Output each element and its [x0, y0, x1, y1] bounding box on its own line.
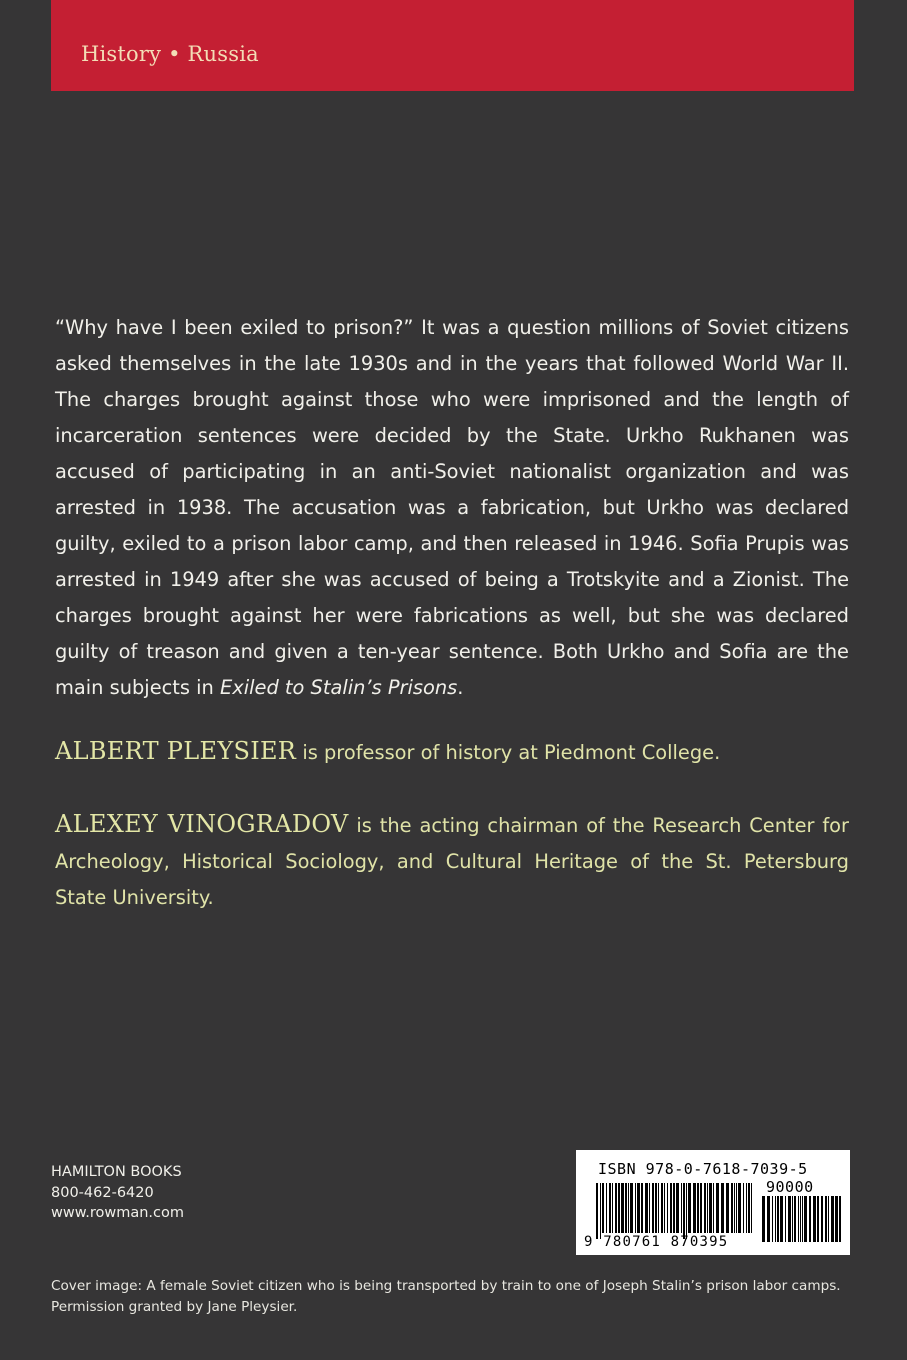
barcode-bar	[788, 1196, 791, 1242]
barcode-main-bars	[596, 1183, 754, 1239]
barcode-bar	[609, 1183, 611, 1233]
barcode-bar	[645, 1183, 648, 1233]
barcode-bar	[748, 1183, 750, 1233]
barcode-bar	[821, 1196, 823, 1242]
barcode-bar	[767, 1196, 770, 1242]
isbn-barcode	[576, 1150, 850, 1255]
book-description	[55, 310, 849, 706]
author-bio-text: is professor of history at Piedmont College.	[296, 741, 721, 764]
barcode-bar	[809, 1196, 811, 1242]
barcode-bar	[602, 1183, 604, 1233]
barcode-bar	[683, 1183, 685, 1239]
barcode-bar	[726, 1183, 729, 1233]
barcode-bar	[794, 1196, 796, 1242]
barcode-bar	[667, 1183, 668, 1233]
barcode-bar	[751, 1183, 752, 1233]
barcode-bar	[641, 1183, 643, 1233]
barcode-bar	[673, 1183, 675, 1233]
barcode-bar	[736, 1183, 737, 1233]
barcode-bar	[743, 1183, 744, 1233]
barcode-bar	[713, 1183, 714, 1233]
barcode-bar	[813, 1196, 816, 1242]
barcode-bar	[738, 1183, 741, 1233]
barcode-bar	[762, 1196, 765, 1242]
barcode-bar	[655, 1183, 657, 1233]
barcode-bar	[652, 1183, 654, 1233]
barcode-bar	[630, 1183, 633, 1233]
barcode-bar	[625, 1183, 627, 1233]
barcode-bar	[785, 1196, 786, 1242]
barcode-bar	[664, 1183, 665, 1233]
barcode-bar	[612, 1183, 613, 1233]
isbn-label: ISBN 978-0-7618-7039-5	[598, 1160, 808, 1178]
barcode-bar	[681, 1183, 682, 1233]
barcode-bar	[798, 1196, 799, 1242]
description-text: “Why have I been exiled to prison?” It was a question millions of Soviet citizens asked themselves in the late 1930s and in the years that followed World War II. The charges brought against those who were imprisoned and the length of incarceration sentences were decided by the State. Urkho Rukhanen was accused of participating in an anti-Soviet nationalist organization and was arrested in 1938. The accusation was a fabrication, but Urkho was declared guilty, exiled to a prison labor camp, and then released in 1946. Sofia Prupis was arrested in 1949 after she was accused of being a Trotskyite and a Zionist. The charges brought against her were fabrications as well, but she was declared guilty of treason and given a ten-year sentence. Both Urkho and Sofia are the main subjects in	[55, 316, 849, 699]
barcode-bar	[618, 1183, 620, 1233]
barcode-bar	[606, 1183, 607, 1233]
barcode-bar	[831, 1196, 834, 1242]
barcode-bar	[802, 1196, 803, 1242]
permission-line: Permission granted by Jane Pleysier.	[51, 1298, 298, 1315]
barcode-bar	[772, 1196, 773, 1242]
barcode-bar	[693, 1183, 696, 1233]
barcode-bar	[658, 1183, 659, 1233]
barcode-bar	[804, 1196, 807, 1242]
barcode-addon-bars	[762, 1196, 842, 1248]
barcode-digits: 9 780761 870395	[584, 1234, 729, 1250]
description-end: .	[457, 676, 464, 699]
publisher-website[interactable]: www.rowman.com	[51, 1205, 185, 1221]
barcode-bar	[839, 1196, 841, 1242]
barcode-bar	[709, 1183, 712, 1233]
publisher-phone: 800-462-6420	[51, 1184, 154, 1201]
barcode-bar	[731, 1183, 733, 1233]
barcode-bar	[637, 1183, 640, 1233]
barcode-bar	[835, 1196, 838, 1242]
author-name: ALEXEY VINOGRADOV	[55, 810, 349, 838]
publisher-info	[51, 1162, 184, 1224]
barcode-bar	[697, 1183, 699, 1233]
barcode-bar	[688, 1183, 691, 1233]
barcode-bar	[780, 1196, 783, 1242]
barcode-bar	[661, 1183, 663, 1233]
barcode-bar	[621, 1183, 624, 1233]
cover-image-credit	[51, 1276, 861, 1317]
barcode-bar	[676, 1183, 679, 1233]
author-bio-text: is the acting chairman of the Research Center for Archeology, Historical Sociology, and Cultural Heritage of the St. Petersburg State University.	[55, 814, 850, 909]
credit-line: Cover image: A female Soviet citizen who is being transported by train to one of Joseph Stalin’s prison labor camps.	[51, 1278, 841, 1294]
barcode-bar	[825, 1196, 827, 1242]
category-label: History • Russia	[81, 42, 259, 66]
barcode-bar	[792, 1196, 793, 1242]
barcode-bar	[775, 1196, 776, 1242]
barcode-bar	[670, 1183, 672, 1233]
barcode-bar	[817, 1196, 819, 1242]
barcode-bar	[707, 1183, 708, 1233]
barcode-bar	[734, 1183, 735, 1233]
author-bio-vinogradov	[55, 806, 849, 916]
price-code: 90000	[766, 1178, 814, 1196]
barcode-bar	[700, 1183, 702, 1233]
barcode-bar	[649, 1183, 650, 1233]
barcode-bar	[635, 1183, 636, 1233]
barcode-bar	[628, 1183, 629, 1233]
author-name: ALBERT PLEYSIER	[55, 737, 297, 765]
author-bio-pleysier	[55, 733, 849, 771]
barcode-bar	[746, 1183, 747, 1233]
publisher-name: HAMILTON BOOKS	[51, 1164, 182, 1180]
barcode-bar	[777, 1196, 779, 1242]
barcode-bar	[704, 1183, 706, 1233]
barcode-bar	[686, 1183, 687, 1239]
category-banner	[51, 0, 854, 91]
barcode-bar	[716, 1183, 719, 1233]
book-title: Exiled to Stalin’s Prisons	[220, 676, 458, 699]
barcode-bar	[596, 1183, 598, 1239]
barcode-bar	[600, 1183, 601, 1239]
barcode-bar	[615, 1183, 617, 1233]
barcode-bar	[721, 1183, 724, 1233]
barcode-bar	[800, 1196, 801, 1242]
barcode-bar	[828, 1196, 829, 1242]
